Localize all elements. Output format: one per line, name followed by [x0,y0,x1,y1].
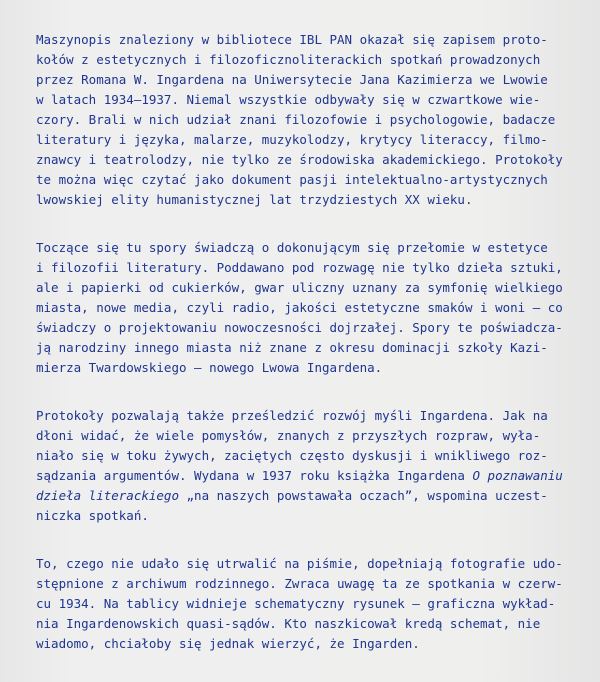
text-line: literatury i języka, malarze, muzykolodzy, krytycy literaccy, filmo- [36,132,548,147]
text-line: Toczące się tu spory świadczą o dokonującym się przełomie w estetyce [36,240,548,255]
book-title-italic: dzieła literackiego [36,488,179,503]
text-line: w latach 1934–1937. Niemal wszystkie odbywały się w czwartkowe wie- [36,92,541,107]
text-line: czory. Brali w nich udział znani filozofowie i psychologowie, badacze [36,112,556,127]
text-line: te można więc czytać jako dokument pasji intelektualno-artystycznych [36,172,548,187]
text-line [36,486,566,506]
text-line: nia Ingardenowskich quasi-sądów. Kto naszkicował kredą schemat, nie [36,616,541,631]
text-line: świadczy o projektowaniu nowoczesności dojrzałej. Spory te poświadcza- [36,320,563,335]
book-title-italic: O poznawaniu [472,468,563,483]
text-line: Maszynopis znaleziony w bibliotece IBL PAN okazał się zapisem proto- [36,32,548,47]
paragraph-3 [36,406,566,526]
text-line: stępnione z archiwum rodzinnego. Zwraca uwagę ta ze spotkania w czerw- [36,576,563,591]
text-line: znawcy i teatrolodzy, nie tylko ze środowiska akademickiego. Protokoły [36,152,563,167]
text-line: wiadomo, chciałoby się jednak wierzyć, że Ingarden. [36,636,420,651]
text-line: miasta, nowe media, czyli radio, jakości estetyczne smaków i woni – co [36,300,563,315]
text-segment: sądzania argumentów. Wydana w 1937 roku książka Ingardena [36,468,473,483]
text-line: dłoni widać, że wiele pomysłów, znanych z przyszłych rozpraw, wyła- [36,428,541,443]
text-line: niało się w toku żywych, zaciętych często dyskusji i wnikliwego roz- [36,448,548,463]
text-line: kołów z estetycznych i filozoficznoliterackich spotkań prowadzonych [36,52,541,67]
text-line [36,466,566,486]
text-line: przez Romana W. Ingardena na Uniwersytecie Jana Kazimierza we Lwowie [36,72,548,87]
text-line: Protokoły pozwalają także prześledzić rozwój myśli Ingardena. Jak na [36,408,548,423]
text-line: lwowskiej elity humanistycznej lat trzydziestych XX wieku. [36,192,473,207]
paragraph-4 [36,554,566,654]
paragraph-1 [36,30,566,210]
text-line: To, czego nie udało się utrwalić na piśmie, dopełniają fotografie udo- [36,556,563,571]
text-line: mierza Twardowskiego – nowego Lwowa Ingardena. [36,360,383,375]
text-line: i filozofii literatury. Poddawano pod rozwagę nie tylko dzieła sztuki, [36,260,563,275]
paragraph-2 [36,238,566,378]
text-segment: „na naszych powstawała oczach”, wspomina uczest- [179,488,548,503]
text-line: ją narodziny innego miasta niż znane z okresu dominacji szkoły Kazi- [36,340,548,355]
text-line: niczka spotkań. [36,508,149,523]
text-line: ale i papierki od cukierków, gwar uliczny uznany za symfonię wielkiego [36,280,563,295]
text-line: cu 1934. Na tablicy widnieje schematyczny rysunek – graficzna wykład- [36,596,556,611]
blurb-text [36,30,566,682]
